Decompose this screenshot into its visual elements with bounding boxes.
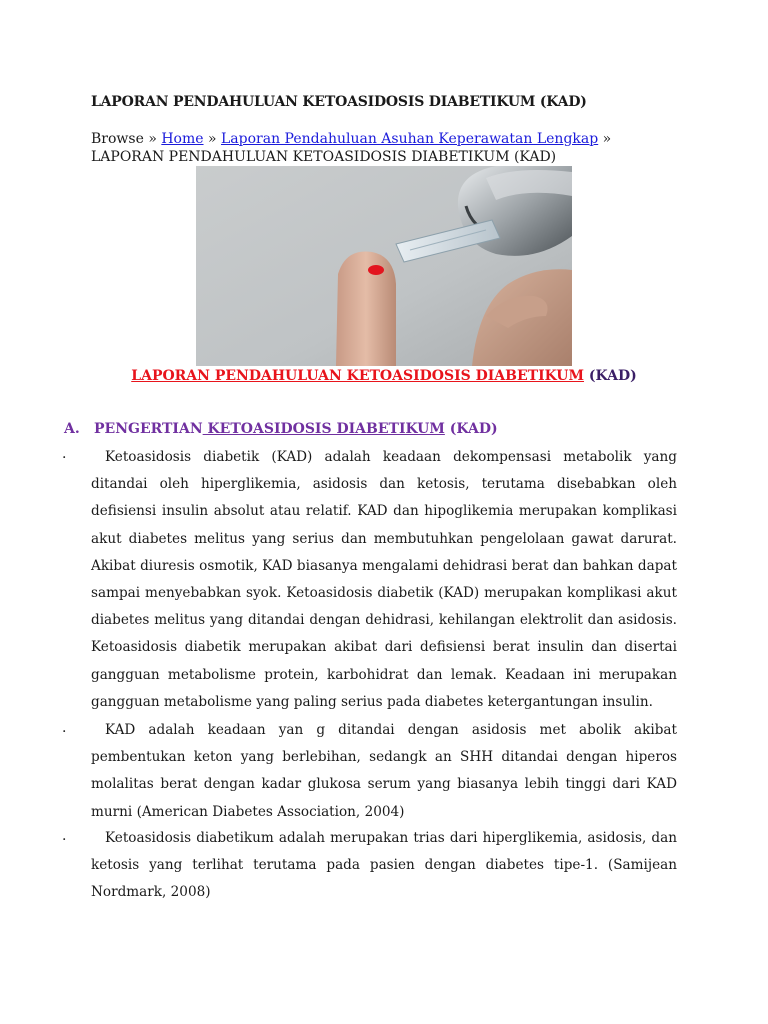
section-suffix: (KAD) bbox=[444, 421, 498, 437]
breadcrumb-current: » LAPORAN PENDAHULUAN KETOASIDOSIS DIABETIKUM (KAD) bbox=[91, 131, 612, 165]
section-label: PENGERTIAN bbox=[94, 421, 203, 437]
bullet-3: · bbox=[62, 832, 67, 848]
breadcrumb-separator: » bbox=[203, 131, 221, 147]
breadcrumb-home-link[interactable]: Home bbox=[161, 131, 204, 147]
caption-link[interactable]: LAPORAN PENDAHULUAN KETOASIDOSIS DIABETIKUM bbox=[131, 368, 585, 384]
blood-glucose-test-photo bbox=[196, 166, 572, 366]
paragraph-1-text: Ketoasidosis diabetik (KAD) adalah keadaan dekompensasi metabolik yang ditandai oleh hiperglikemia, asidosis dan ketosis, terutama disebabkan oleh defisiensi insulin absolut atau relatif. KAD dan hipoglikemia merupakan komplikasi akut diabetes melitus yang serius dan membutuhkan pengelolaan gawat darurat. Akibat diuresis osmotik, KAD biasanya mengalami dehidrasi berat dan bahkan dapat sampai menyebabkan syok. Ketoasidosis diabetik (KAD) merupakan komplikasi akut diabetes melitus yang ditandai dengan dehidrasi, kehilangan elektrolit dan asidosis. Ketoasidosis diabetik merupakan akibat dari defisiensi berat insulin dan disertai gangguan metabolisme protein, karbohidrat dan lemak. Keadaan ini merupakan gangguan metabolisme yang paling serius pada diabetes ketergantungan insulin. bbox=[91, 449, 677, 710]
breadcrumb-prefix: Browse » bbox=[91, 131, 162, 147]
section-letter: A. bbox=[64, 421, 80, 437]
bullet-2: · bbox=[62, 724, 67, 740]
breadcrumb-category-link[interactable]: Laporan Pendahuluan Asuhan Keperawatan Lengkap bbox=[221, 131, 599, 147]
paragraph-2 bbox=[91, 717, 677, 826]
image-caption bbox=[0, 368, 768, 384]
paragraph-2-text: KAD adalah keadaan yan g ditandai dengan asidosis met abolik akibat pembentukan keton yang berlebihan, sedangk an SHH ditandai dengan hiperos molalitas berat dengan kadar glukosa serum yang biasanya lebih tinggi dari KAD murni (American Diabetes Association, 2004) bbox=[91, 722, 677, 820]
caption-suffix: (KAD) bbox=[584, 368, 637, 384]
paragraph-3 bbox=[91, 825, 677, 907]
section-link[interactable]: KETOASIDOSIS DIABETIKUM bbox=[202, 421, 445, 437]
page-title: LAPORAN PENDAHULUAN KETOASIDOSIS DIABETIKUM (KAD) bbox=[91, 94, 587, 110]
paragraph-1 bbox=[91, 444, 677, 716]
bullet-1: · bbox=[62, 450, 67, 466]
section-heading bbox=[64, 421, 498, 437]
breadcrumb bbox=[91, 130, 651, 166]
paragraph-3-text: Ketoasidosis diabetikum adalah merupakan trias dari hiperglikemia, asidosis, dan ketosis yang terlihat terutama pada pasien dengan diabetes tipe-1. (Samijean Nordmark, 2008) bbox=[91, 830, 677, 901]
